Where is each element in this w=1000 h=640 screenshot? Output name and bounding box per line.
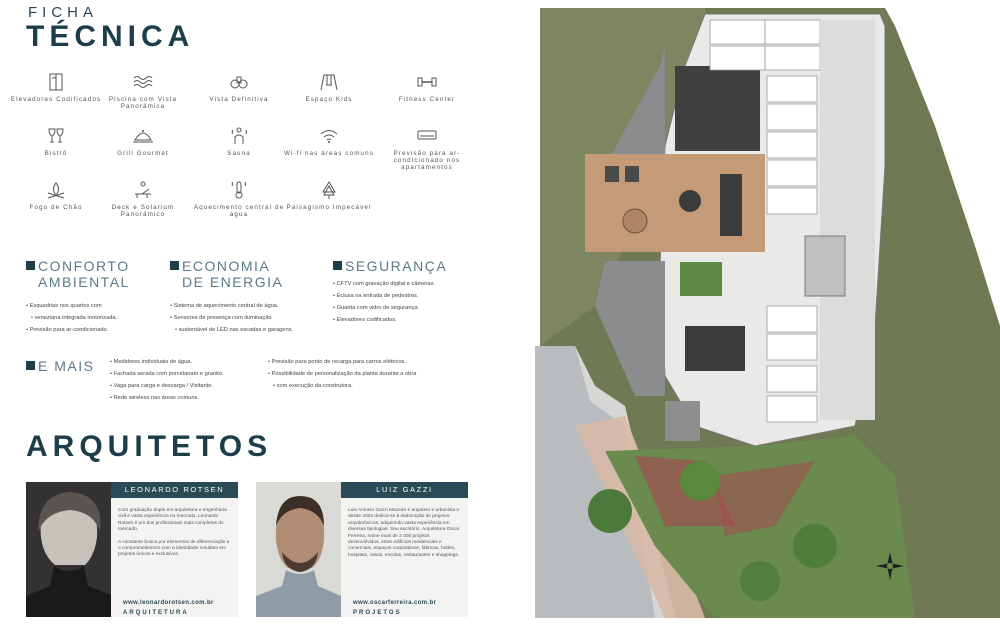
section-kicker: FICHA: [28, 4, 98, 21]
air-conditioner-icon: [416, 126, 438, 146]
list-item: • com execução da construtora.: [268, 380, 416, 392]
feature-item: [88, 72, 198, 110]
page-title: TÉCNICA: [26, 20, 195, 53]
wine-glasses-icon: [45, 126, 67, 146]
feature-item: [274, 126, 384, 157]
list-item: • Rede wireless nas áreas comuns.: [110, 392, 224, 404]
more-list-col2: [268, 356, 416, 392]
feature-label: Aquecimento central de água: [193, 204, 285, 218]
wifi-icon: [318, 126, 340, 146]
bullet-square: [333, 261, 342, 270]
more-section-title: [26, 358, 94, 374]
binoculars-icon: [228, 72, 250, 92]
category-title-line2: DE ENERGIA: [182, 274, 284, 290]
sunbed-icon: [132, 180, 154, 200]
architect-name: LUIZ GAZZI: [341, 482, 468, 498]
dumbbell-icon: [416, 72, 438, 92]
list-item: • Medidores individuais de água.: [110, 356, 224, 368]
feature-label: Sauna: [227, 150, 251, 157]
list-item: • Esquadrias nos quartos com: [26, 300, 130, 312]
architect-name: LEONARDO ROTSEN: [111, 482, 238, 498]
feature-label: Vista Definitiva: [209, 96, 269, 103]
list-item: • veneziana integrada motorizada.: [26, 312, 130, 324]
category-title-line2: AMBIENTAL: [38, 274, 130, 290]
more-list-col1: [110, 356, 224, 404]
tree-icon: [318, 180, 340, 200]
category-energy: [170, 258, 293, 336]
feature-label: Bistrô: [44, 150, 68, 157]
feature-label: Previsão para ar-condicionado nos apartamentos: [393, 150, 461, 171]
feature-item: [88, 180, 198, 218]
architect-role: PROJETOS: [353, 610, 402, 616]
feature-item: [372, 126, 482, 171]
list-item: • CFTV com gravação digital e câmeras.: [333, 278, 447, 290]
list-item: • Possibilidade de personalização da planta durante a obra: [268, 368, 416, 380]
pool-icon: [132, 72, 154, 92]
category-title: CONFORTO: [26, 258, 130, 274]
feature-label: Fogo de Chão: [29, 204, 83, 211]
list-item: • Guarita com vidro de segurança.: [333, 302, 447, 314]
list-item: • Previsão para ar-condicionado.: [26, 324, 130, 336]
feature-label: Piscina com Vista Panorâmica: [108, 96, 178, 110]
feature-label: Deck e Solarium Panorâmico: [111, 204, 175, 218]
category-list: [333, 278, 447, 326]
feature-item: [274, 180, 384, 211]
site-floor-plan: [535, 6, 1000, 618]
bullet-square: [26, 261, 35, 270]
sauna-icon: [228, 126, 250, 146]
feature-label: Fitness Center: [398, 96, 456, 103]
thermometer-icon: [228, 180, 250, 200]
elevator-icon: [45, 72, 67, 92]
list-item: • Fachada serada com porcelanato e granito.: [110, 368, 224, 380]
category-comfort: [26, 258, 130, 336]
list-item: • Sensores de presença com iluminação: [170, 312, 293, 324]
category-list: [170, 300, 293, 336]
category-list: [26, 300, 130, 336]
list-item: • Previsão para ponto de recarga para carros elétricos.: [268, 356, 416, 368]
list-item: • sustentável de LED nas escadas e garagens.: [170, 324, 293, 336]
list-item: • Eclusa na entrada de pedestres.: [333, 290, 447, 302]
fire-pit-icon: [45, 180, 67, 200]
list-item: • Elevadores codificados.: [333, 314, 447, 326]
feature-label: Elevadores Codificados: [10, 96, 102, 103]
architect-card: [26, 482, 238, 617]
architects-title: ARQUITETOS: [26, 430, 273, 463]
feature-label: Wi-fi nas áreas comuns: [284, 150, 374, 157]
architect-card: [256, 482, 468, 617]
list-item: • Vaga para carga e descarga / Visitante.: [110, 380, 224, 392]
feature-label: Espaço Kids: [305, 96, 353, 103]
category-title: ECONOMIA: [170, 258, 293, 274]
feature-item: [88, 126, 198, 157]
architect-website-link[interactable]: www.oscarferreira.com.br: [353, 600, 437, 606]
feature-item: [274, 72, 384, 103]
architect-photo: [26, 482, 111, 617]
feature-label: Grill Gourmet: [117, 150, 169, 157]
bullet-square: [170, 261, 179, 270]
list-item: • Sistema de aquecimento central de água.: [170, 300, 293, 312]
category-security: [333, 258, 447, 326]
architect-photo: [256, 482, 341, 617]
architect-role: ARQUITETURA: [123, 610, 189, 616]
category-title: SEGURANÇA: [333, 258, 447, 274]
more-title: E MAIS: [38, 358, 95, 374]
architect-bio: Luis Antonio Gazzi Macedo é arquiteto e urbanista e desde 2003 dedica-se à elaboração de projetos arquitetônicos, adquirindo vasta experiência em diversas tipologias. Seu escritório, Arquitetura Oscar Ferreira, reúne mais de 2.000 projetos desenvolvidos, entre edifícios residenciais e comerciais, espaços corporativos, fábricas, hotéis, hospitais, casas, escolas, restaurantes e shoppings.: [348, 508, 460, 558]
bullet-square: [26, 361, 35, 370]
feature-label: Paisagismo Impecável: [286, 204, 372, 211]
cloche-icon: [132, 126, 154, 146]
architect-website-link[interactable]: www.leonardorotsen.com.br: [123, 600, 214, 606]
feature-item: [372, 72, 482, 103]
architect-bio: Com graduação dupla em arquitetura e engenharia civil e vasta experiência no mercado, Leonardo Rotsen é um dos profissionais mais completos do mercado. A constante busca por elementos de diferenciação e o comprometimento com a identidade resultam em projetos únicos e exclusivos.: [118, 508, 230, 558]
swing-icon: [318, 72, 340, 92]
